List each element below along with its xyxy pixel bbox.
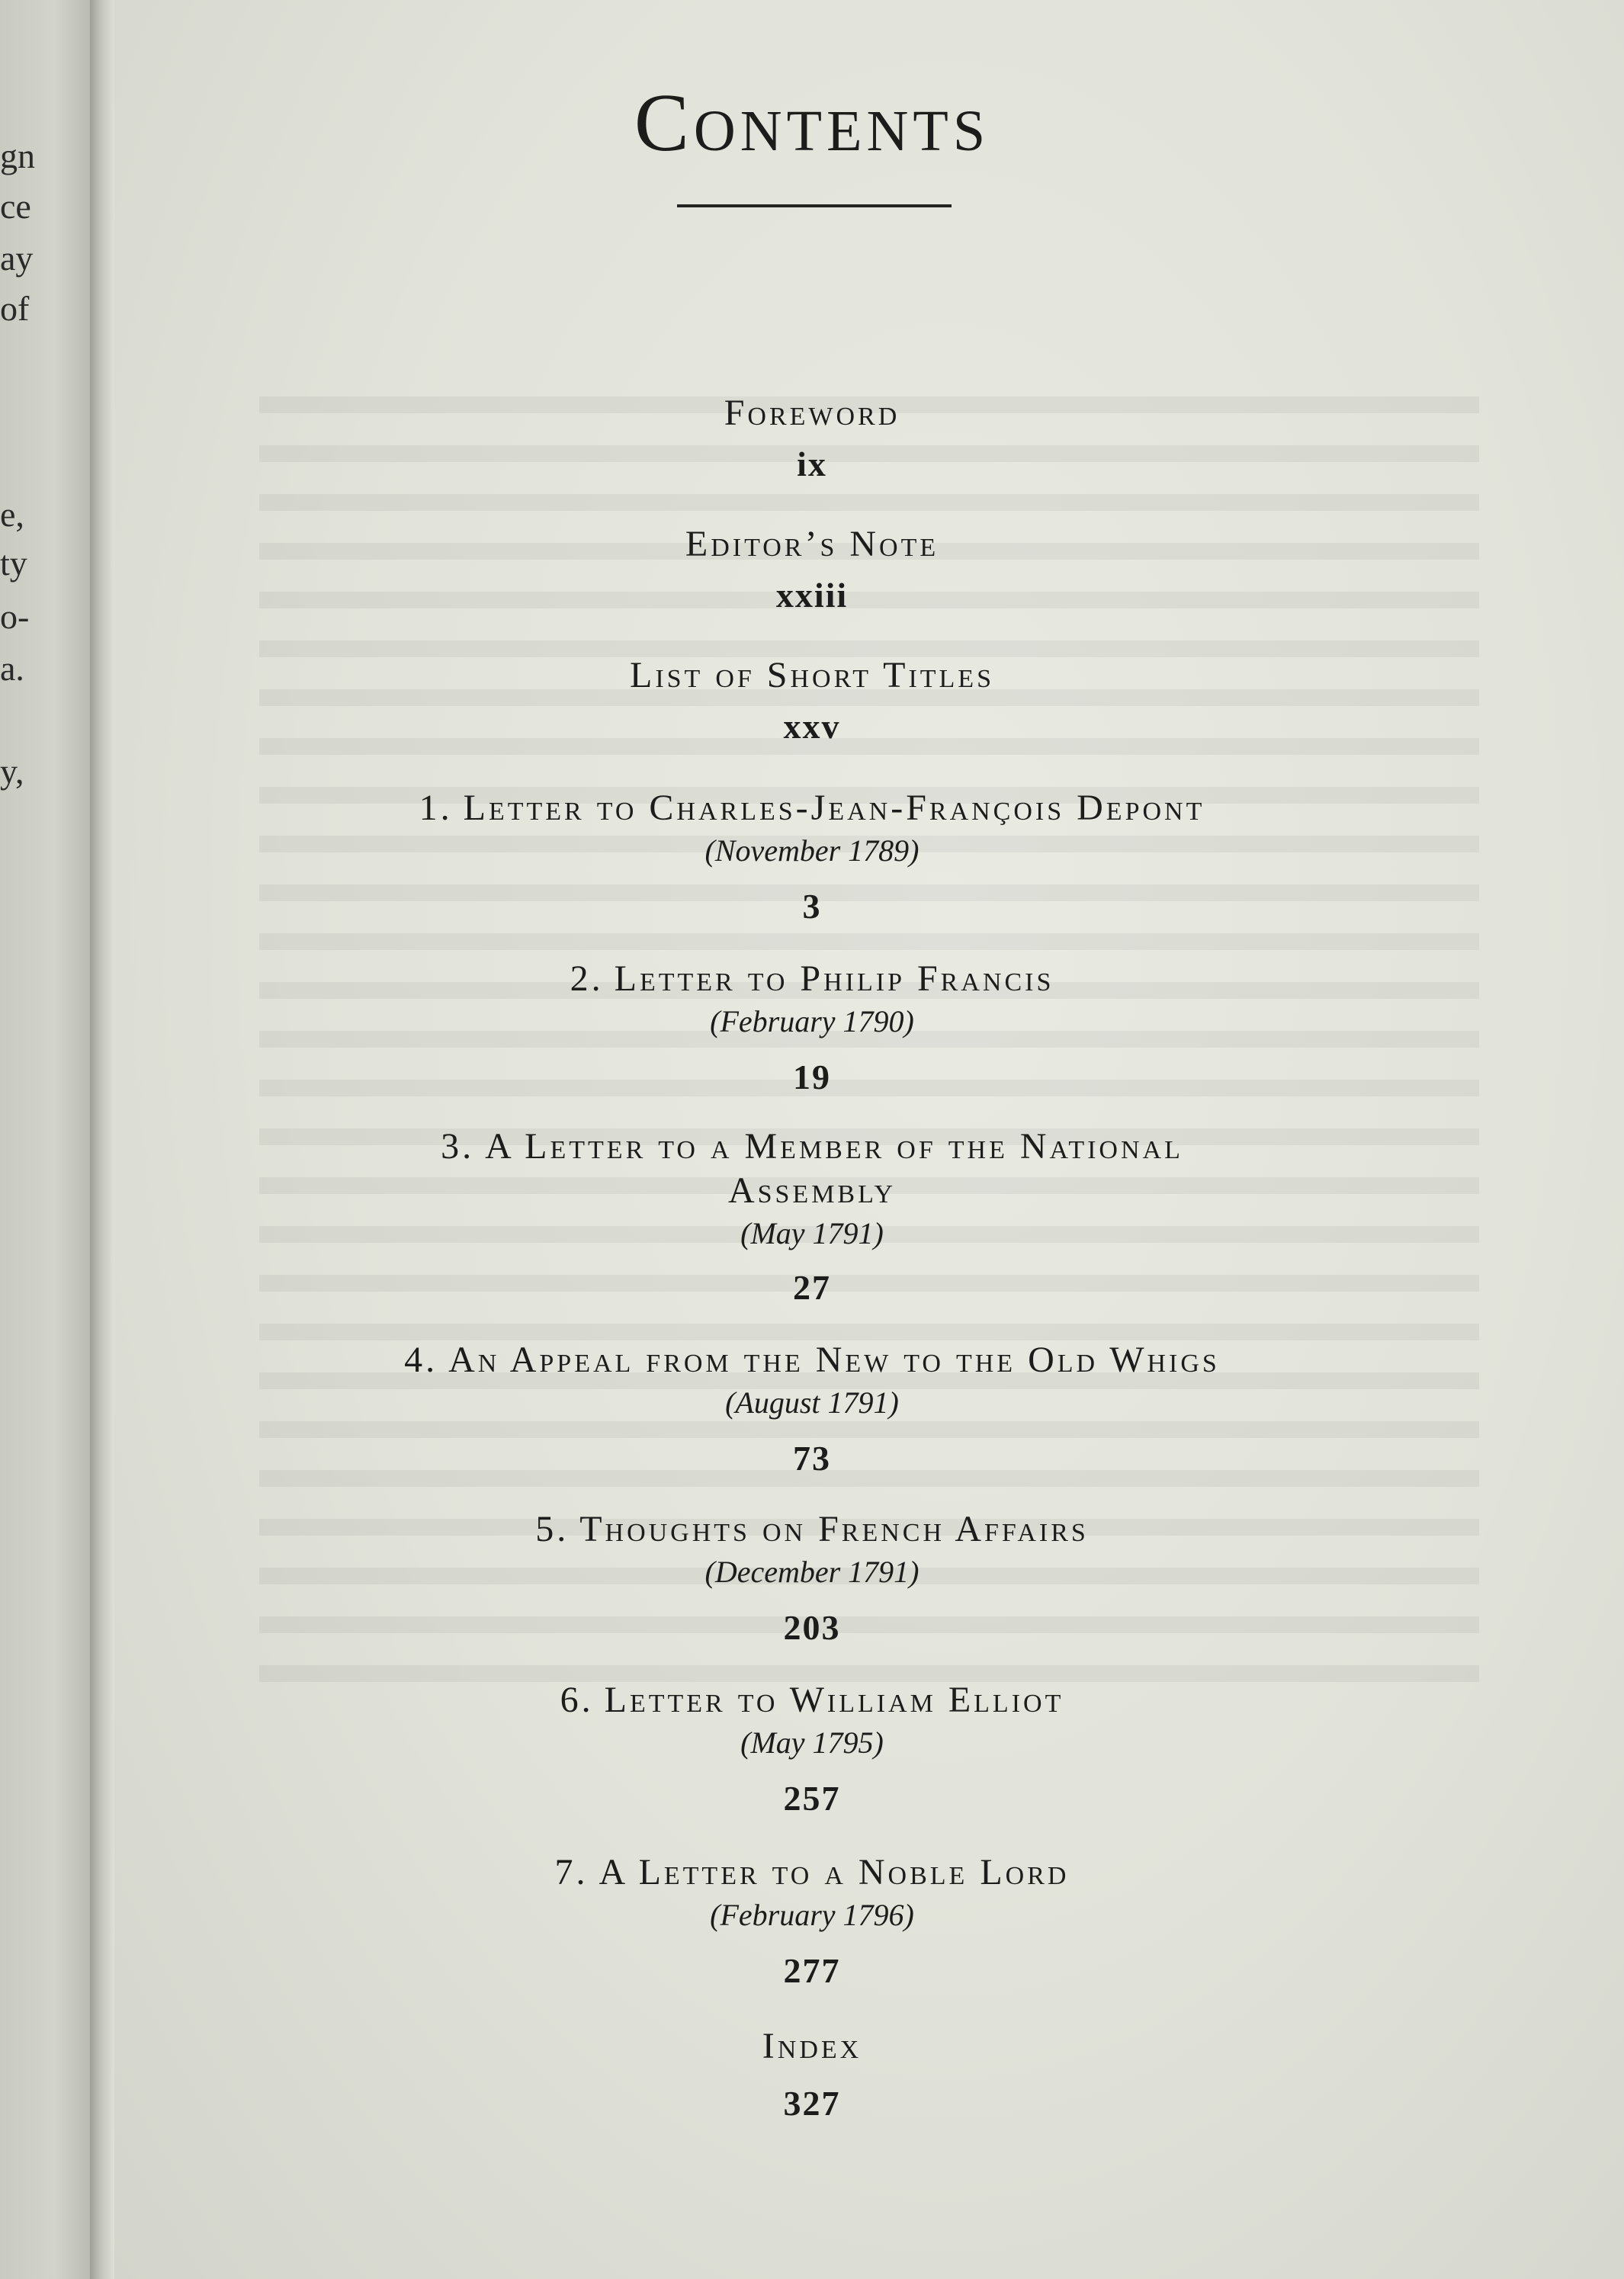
chapter-date: (May 1795) (740, 1725, 884, 1760)
chapter-date: (February 1796) (710, 1898, 914, 1932)
toc-entry-title: Index (762, 2026, 862, 2066)
chapter-date: (February 1790) (710, 1004, 914, 1038)
chapter-title: Letter to Charles-Jean-François Depont (463, 788, 1205, 828)
chapter-heading (0, 790, 1624, 827)
chapter-heading (0, 958, 1624, 999)
toc-entry-title: Foreword (724, 393, 900, 433)
page-title: Contents (634, 78, 990, 169)
chapter-number: 4. (404, 1340, 438, 1380)
facing-page-fragment: o- (0, 597, 30, 636)
chapter-heading (0, 1342, 1624, 1379)
chapter-heading (0, 1128, 1624, 1165)
chapter-page: 73 (793, 1439, 831, 1478)
chapter-page: 19 (793, 1058, 831, 1096)
facing-page-fragment: ty (0, 544, 27, 583)
chapter-page: 203 (783, 1608, 841, 1647)
chapter-number: 5. (535, 1509, 570, 1549)
toc-entry-page: 327 (783, 2084, 841, 2123)
chapter-date: (May 1791) (740, 1216, 884, 1250)
chapter-heading (0, 1854, 1624, 1891)
chapter-page: 3 (802, 887, 822, 926)
chapter-date: (November 1789) (704, 833, 920, 868)
toc-entry-title: List of Short Titles (630, 655, 994, 695)
facing-page-fragment: ce (0, 187, 31, 226)
facing-page-fragment: gn (0, 136, 35, 175)
chapter-title: Letter to Philip Francis (614, 958, 1054, 999)
chapter-number: 3. (441, 1126, 475, 1167)
facing-page-fragment: e, (0, 495, 24, 534)
toc-entry-page: xxv (783, 707, 841, 746)
chapter-page: 277 (783, 1951, 841, 1990)
chapter-page: 27 (793, 1268, 831, 1307)
chapter-title: A Letter to a Member of the National (485, 1126, 1183, 1167)
chapter-title: Thoughts on French Affairs (579, 1509, 1089, 1549)
chapter-date: (December 1791) (704, 1555, 920, 1589)
toc-entry-page: xxiii (775, 576, 849, 615)
toc-entry-page: ix (797, 445, 827, 483)
chapter-title: An Appeal from the New to the Old Whigs (448, 1340, 1220, 1380)
facing-page-fragment: of (0, 289, 30, 328)
chapter-page: 257 (783, 1779, 841, 1818)
chapter-heading (0, 1682, 1624, 1719)
toc-entry-title: Editor’s Note (685, 524, 939, 564)
chapter-number: 6. (560, 1680, 594, 1720)
chapter-title: A Letter to a Noble Lord (599, 1852, 1070, 1892)
chapter-number: 2. (570, 958, 604, 999)
chapter-number: 7. (554, 1852, 589, 1892)
facing-page-fragment: y, (0, 752, 24, 791)
chapter-title: Letter to William Elliot (604, 1680, 1064, 1720)
facing-page-fragment: ay (0, 239, 34, 278)
chapter-title-continued: Assembly (727, 1170, 897, 1211)
chapter-heading (0, 1511, 1624, 1548)
title-rule (677, 204, 952, 207)
chapter-number: 1. (419, 788, 453, 828)
chapter-date: (August 1791) (725, 1385, 899, 1420)
facing-page-fragment: a. (0, 649, 24, 688)
